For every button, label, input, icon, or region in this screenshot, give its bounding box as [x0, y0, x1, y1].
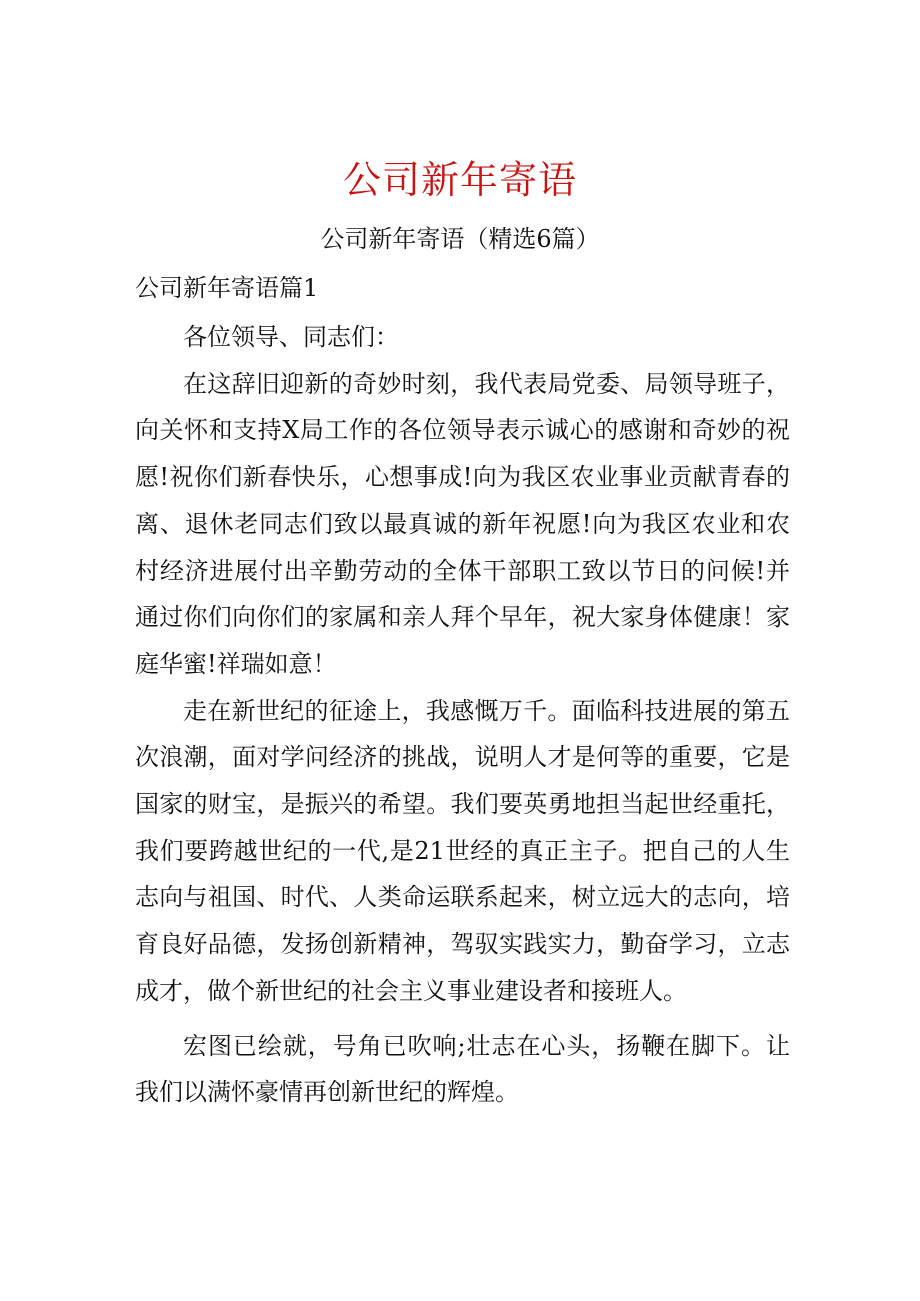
body-paragraph: 宏图已绘就，号角已吹响;壮志在心头，扬鞭在脚下。让我们以满怀豪情再创新世纪的辉煌。 [135, 1031, 790, 1107]
body-paragraph: 在这辞旧迎新的奇妙时刻，我代表局党委、局领导班子，向关怀和支持X局工作的各位领导表示诚心的感谢和奇妙的祝愿!祝你们新春快乐，心想事成!向为我区农业事业贡献青春的离、退休老同志们致以最真诚的新年祝愿!向为我区农业和农村经济进展付出辛勤劳动的全体干部职工致以节日的问候!并通过你们向你们的家属和亲人拜个早年，祝大家身体健康！家庭华蜜!祥瑞如意！ [135, 369, 790, 678]
document-title: 公司新年寄语 [342, 158, 577, 202]
section-heading: 公司新年寄语篇1 [135, 274, 319, 302]
document-body [135, 314, 790, 1116]
body-paragraph: 走在新世纪的征途上，我感慨万千。面临科技进展的第五次浪潮，面对学问经济的挑战，说明人才是何等的重要，它是国家的财宝，是振兴的希望。我们要英勇地担当起世经重托，我们要跨越世纪的一代,是21世经的真正主子。把自己的人生志向与祖国、时代、人类命运联系起来，树立远大的志向，培育良好品德，发扬创新精神，驾驭实践实力，勤奋学习，立志成才，做个新世纪的社会主义事业建设者和接班人。 [135, 696, 790, 1005]
salutation-paragraph: 各位领导、同志们： [183, 323, 399, 351]
document-subtitle: 公司新年寄语（精选6篇） [320, 225, 600, 253]
